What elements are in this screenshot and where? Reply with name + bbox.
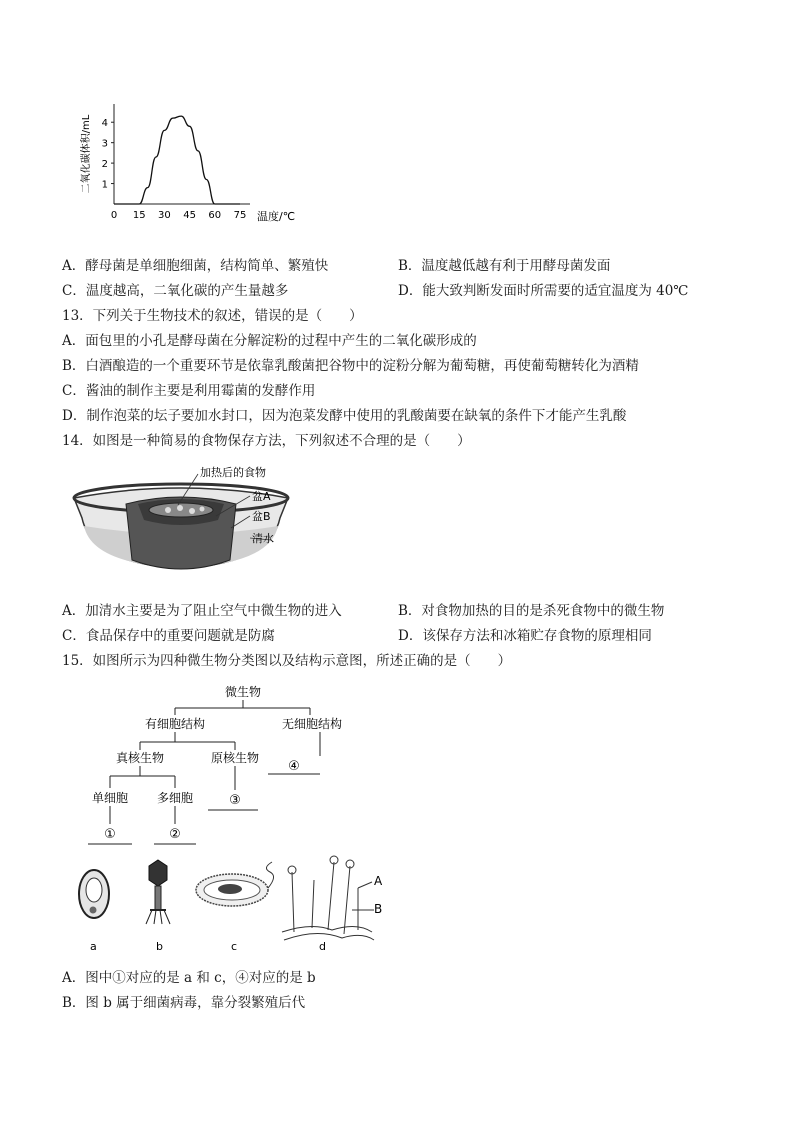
label-bowl-a: 盆A — [252, 490, 271, 503]
bacterium-icon — [196, 862, 274, 906]
microbe-structure-figure — [72, 852, 382, 956]
q14-option-b: B．对食物加热的目的是杀死食物中的微生物 — [398, 603, 665, 619]
q14-option-c: C．食品保存中的重要问题就是防腐 — [62, 628, 275, 644]
tree-prokaryote: 原核生物 — [210, 751, 260, 765]
series-line — [114, 116, 240, 204]
q15-option-b: B．图 b 属于细菌病毒，靠分裂繁殖后代 — [62, 995, 306, 1011]
label-d: d — [319, 940, 326, 953]
tree-eukaryote: 真核生物 — [115, 751, 165, 765]
y-tick-label: 2 — [101, 159, 108, 171]
tree-node-2: ② — [169, 827, 181, 842]
x-tick-label: 45 — [183, 210, 196, 221]
y-tick-label: 4 — [101, 118, 108, 130]
tree-cellular: 有细胞结构 — [144, 717, 206, 731]
tree-multicellular: 多细胞 — [156, 791, 194, 805]
x-axis-label: 温度/℃ — [257, 210, 296, 223]
co2-temperature-chart — [80, 92, 320, 230]
q12-option-d: D．能大致判断发面时所需要的适宜温度为 40℃ — [398, 283, 689, 299]
x-tick-label: 75 — [233, 210, 247, 221]
q14-stem: 14．如图是一种简易的食物保存方法，下列叙述不合理的是（ ） — [62, 433, 471, 449]
x-tick-label: 0 — [110, 210, 118, 221]
x-tick-label: 60 — [208, 210, 222, 221]
q13-option-d: D．制作泡菜的坛子要加水封口，因为泡菜发酵中使用的乳酸菌要在缺氧的条件下才能产生乳酸 — [62, 408, 627, 424]
q13-stem: 13．下列关于生物技术的叙述，错误的是（ ） — [62, 308, 363, 324]
tree-root: 微生物 — [224, 685, 262, 699]
label-food: 加热后的食物 — [200, 466, 266, 479]
q12-option-c: C．温度越高，二氧化碳的产生量越多 — [62, 283, 289, 299]
q13-option-c: C．酱油的制作主要是利用霉菌的发酵作用 — [62, 383, 316, 399]
food-preservation-figure — [66, 460, 296, 590]
tree-node-4: ④ — [288, 759, 300, 774]
y-axis-label: 二氧化碳体积/mL — [81, 114, 92, 194]
chart-svg — [80, 92, 320, 230]
label-bowl-b: 盆B — [252, 510, 271, 523]
q12-option-a: A．酵母菌是单细胞细菌，结构简单、繁殖快 — [62, 258, 329, 274]
label-c: c — [231, 940, 238, 953]
classification-tree — [80, 678, 370, 850]
tree-node-1: ① — [104, 827, 116, 842]
bacteriophage-icon — [146, 860, 170, 924]
q13-option-b: B．白酒酿造的一个重要环节是依靠乳酸菌把谷物中的淀粉分解为葡萄糖，再使葡萄糖转化为酒精 — [62, 358, 639, 374]
label-A: A — [374, 874, 382, 888]
y-tick-label: 3 — [101, 138, 108, 150]
q14-option-d: D．该保存方法和冰箱贮存食物的原理相同 — [398, 628, 652, 644]
tree-unicellular: 单细胞 — [91, 791, 129, 805]
label-b: b — [156, 940, 163, 953]
y-tick-label: 1 — [101, 179, 108, 191]
q13-option-a: A．面包里的小孔是酵母菌在分解淀粉的过程中产生的二氧化碳形成的 — [62, 333, 477, 349]
label-a: a — [90, 940, 97, 953]
q12-option-b: B．温度越低越有利于用酵母菌发面 — [398, 258, 611, 274]
x-tick-label: 30 — [158, 210, 171, 221]
q14-option-a: A．加清水主要是为了阻止空气中微生物的进入 — [62, 603, 342, 619]
mold-icon — [282, 856, 374, 940]
q15-stem: 15．如图所示为四种微生物分类图以及结构示意图，所述正确的是（ ） — [62, 653, 512, 669]
x-tick-label: 15 — [132, 210, 146, 221]
tree-node-3: ③ — [229, 793, 241, 808]
q15-option-a: A．图中①对应的是 a 和 c，④对应的是 b — [62, 970, 316, 986]
label-B: B — [374, 902, 382, 916]
label-water: 清水 — [252, 532, 274, 545]
yeast-cell-icon — [79, 870, 109, 918]
tree-noncellular: 无细胞结构 — [281, 717, 343, 731]
